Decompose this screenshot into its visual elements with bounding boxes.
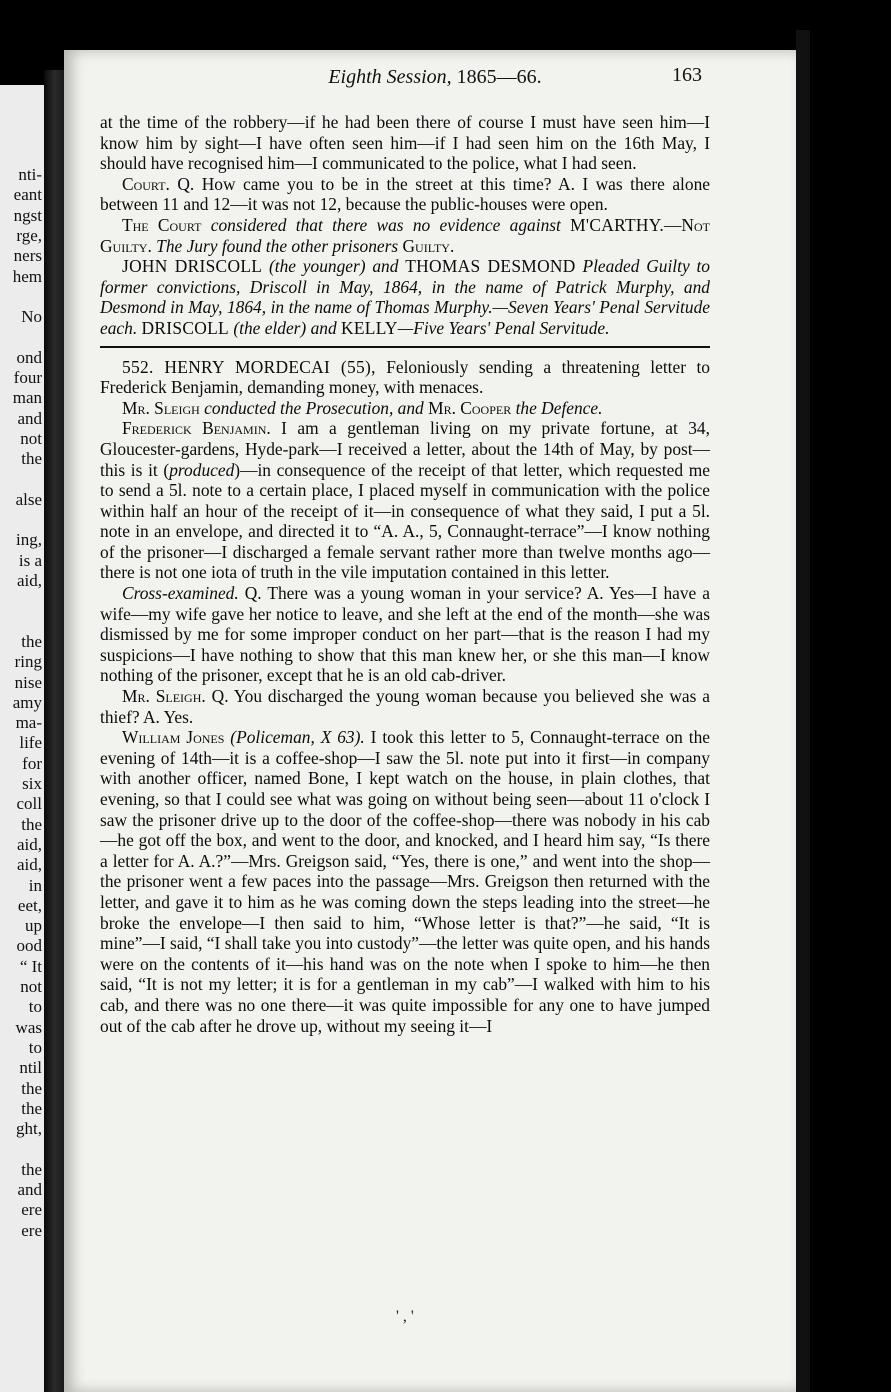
facing-page-fragment: ma- (15, 713, 42, 733)
facing-page-fragment: not (20, 977, 42, 996)
facing-page-fragment: not (20, 428, 42, 448)
facing-page-fragment: was (15, 1017, 42, 1037)
facing-page-fragment: to (28, 1037, 42, 1057)
facing-page-fragment: aid, (16, 834, 42, 854)
paragraph: Mr. Sleigh conducted the Prosecution, and Mr. Cooper the Defence. (122, 397, 603, 418)
facing-page-fragment: nise (14, 672, 42, 692)
page-number: 163 (672, 64, 702, 86)
running-header (220, 66, 650, 92)
facing-page-fragment: is a (18, 550, 42, 570)
facing-page-fragment: four (13, 368, 42, 387)
paragraph: at the time of the robbery—if he had been there of course I must have seen him—I know him by sight—I have often seen him—if I had seen him on the 16th May, I should have recognised him—I communicated to the police, what I had seen. (100, 112, 710, 174)
paragraph: Mr. Sleigh. Q. You discharged the young woman because you believed she was a thief? A. Yes. (100, 686, 710, 727)
paragraph: Frederick Benjamin. I am a gentleman living on my private fortune, at 34, Gloucester-gardens, Hyde-park—I received a letter, about the 14th of May, by post—this is it (produced)—in consequence of the receipt of that letter, which requested me to send a 5l. note to a certain place, I placed myself in communication with the police within half an hour of the receipt of it—in consequence of what they said, I put a 5l. note in an envelope, and directed it to “A. A., 5, Connaught-terrace”—I know nothing of the prisoner—I discharged a female servant rather more than twelve months ago—there is not one iota of truth in the vile imputation contained in this letter. (100, 418, 710, 583)
facing-page-fragment: No (21, 307, 42, 327)
facing-page-fragment: man (12, 388, 42, 408)
facing-page-fragment: nti- (18, 165, 42, 184)
facing-page-fragment: to (28, 997, 42, 1017)
facing-page-fragment: ere (21, 1220, 42, 1240)
facing-page-fragment: the (21, 631, 42, 651)
facing-page-edge (0, 85, 44, 1392)
facing-page-fragment: the (21, 449, 42, 469)
page-edge-shadow (796, 30, 810, 1392)
facing-page-fragment: ood (16, 936, 42, 956)
facing-page-fragment: amy (12, 692, 42, 712)
facing-page-fragment: eant (13, 185, 42, 205)
facing-page-fragment: life (19, 733, 42, 753)
facing-page-fragment: the (21, 1159, 42, 1179)
facing-page-fragment: and (17, 408, 42, 428)
session-title: Eighth Session, (328, 66, 452, 88)
paragraph: William Jones (Policeman, X 63). I took this letter to 5, Connaught-terrace on the evening of 14th—it is a coffee-shop—I saw the 5l. note put into it first—in company with another officer, named Bone, I kept watch on the house, in plain clothes, that evening, so that I could see what was going on without being seen—about 11 o'clock I saw the prisoner drive up to the door of the coffee-shop—there was nobody in his cab—he got off the box, and went to the door, and knocked, and I heard him say, “Is there a letter for A. A.?”—Mrs. Greigson said, “Yes, there is one,” and went into the shop—the prisoner went a few paces into the passage—Mrs. Greigson then returned with the letter, and gave it to him as he was coming down the steps leading into the street—he broke the envelope—I then said to him, “Whose letter is that?”—he said, “It is mine”—I said, “I shall take you into custody”—the letter was quite open, and his hands were on the contents of it—his hand was on the note when I spoke to him—he then said, “It is not my letter; it is for a gentleman in my cab”—I walked with him to his cab, and there was no one there—it was quite impossible for any one to have jumped out of the cab after he drove up, without my seeing it—I (100, 727, 711, 1036)
facing-page-fragment: ntil (19, 1058, 42, 1078)
paragraph: Court. Q. How came you to be in the street at this time? A. I was there alone between 11 and 12—it was not 12, because the public-houses were open. (100, 173, 710, 215)
facing-page-fragment: the (21, 814, 42, 834)
case-heading: 552. HENRY MORDECAI (55), Feloniously sending a threatening letter to Frederick Benjamin, demanding money, with menaces. (100, 356, 711, 398)
facing-page-fragment: and (17, 1180, 42, 1199)
facing-page-fragment: ing, (16, 530, 42, 550)
facing-page-fragment: the (21, 1098, 42, 1118)
footer-mark: ' , ' (396, 1308, 414, 1325)
facing-page-fragment: aid, (16, 855, 42, 875)
facing-page-fragment: ngst (13, 205, 42, 225)
speaker-label: Court. (122, 173, 170, 194)
section-divider (100, 346, 710, 348)
session-years: 1865—66. (456, 66, 542, 88)
facing-page-fragment: the (21, 1078, 42, 1098)
facing-page-fragment: ere (21, 1200, 42, 1220)
facing-page-fragment: coll (16, 794, 42, 814)
facing-page-fragment: hem (12, 266, 42, 286)
facing-page-fragment: “ It (19, 956, 42, 976)
facing-page-fragment: ond (16, 347, 42, 367)
paragraph: The Court considered that there was no evidence against M'CARTHY.—Not Guilty. The Jury found the other prisoners Guilty. (100, 214, 710, 256)
facing-page-fragment: ners (13, 246, 42, 266)
facing-page-fragment: in (28, 875, 42, 895)
paragraph: JOHN DRISCOLL (the younger) and THOMAS DESMOND Pleaded Guilty to former convictions, Driscoll in May, 1864, in the name of Patrick Murphy, and Desmond in May, 1864, in the name of Thomas Murphy.—Seven Years' Penal Servitude each. DRISCOLL (the elder) and KELLY—Five Years' Penal Servitude. (100, 256, 710, 338)
facing-page-fragment: ring (14, 652, 42, 672)
facing-page-fragment: up (25, 916, 42, 936)
page-body (100, 112, 710, 1036)
facing-page-fragment: rge, (16, 225, 42, 245)
facing-page-fragment: aid, (16, 571, 42, 590)
facing-page-fragment: eet, (17, 895, 42, 915)
facing-page-fragment: for (22, 753, 42, 773)
facing-page-fragment: alse (15, 489, 42, 509)
paragraph: Cross-examined. Q. There was a young woman in your service? A. Yes—I have a wife—my wife gave her notice to leave, and she left at the end of the month—she was dismissed by me for some improper conduct on her part—that is the reason I had my suspicions—I have nothing to show that this man knew her, or she this man—I know nothing of the prisoner, except that he is an old cab-driver. (100, 583, 710, 686)
facing-page-fragment: ght, (16, 1119, 42, 1139)
facing-page-fragment: six (22, 774, 42, 793)
